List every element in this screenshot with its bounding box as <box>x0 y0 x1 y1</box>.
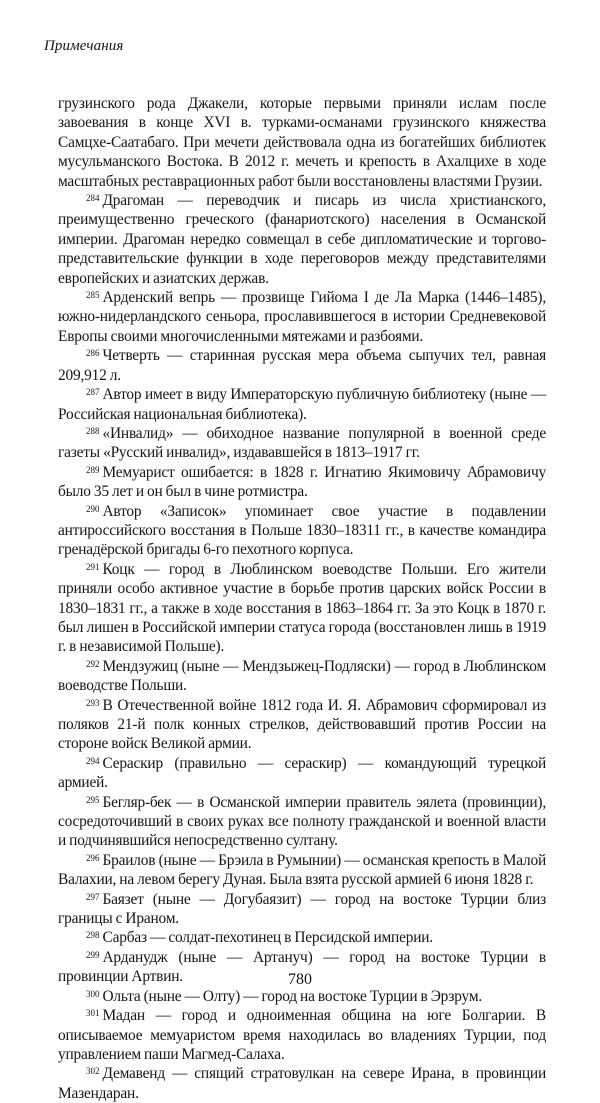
footnote-number: 290 <box>86 503 100 514</box>
footnote-number: 293 <box>86 697 100 708</box>
footnote-text: Баязет (ныне — Догубаязит) — город на востоке Турции близ границы с Ираном. <box>58 890 546 928</box>
footnote-284 <box>58 191 546 288</box>
footnote-text: Коцк — город в Люблинском воеводстве Польши. Его жители приняли особо активное участие в борьбе против царских войск России в 1830–1831 гг., а также в ходе восстания в 1863–1864 гг. За это Коцк в 1870 г. был лишен в Российской империи статуса города (восстановлен лишь в 1919 г. в независимой Польше). <box>58 560 546 656</box>
footnote-text: Мендзужиц (ныне — Мендзыжец-Подляски) — город в Люблинском воеводстве Польши. <box>58 657 546 695</box>
page-number: 780 <box>288 971 312 988</box>
footnote-number: 301 <box>86 1008 100 1019</box>
footnote-292 <box>58 657 546 696</box>
footnote-number: 299 <box>86 949 100 960</box>
footnote-number: 298 <box>86 930 100 941</box>
footnote-296 <box>58 851 546 890</box>
footnote-302 <box>58 1064 546 1103</box>
footnote-number: 289 <box>86 464 100 475</box>
footnote-294 <box>58 754 546 793</box>
footnote-text: Арданудж (ныне — Артануч) — город на востоке Турции в провинции Артвин. <box>58 948 546 986</box>
note-continuation: грузинского рода Джакели, которые первыми приняли ислам после завоевания в конце XVI в. турками-османами грузинского княжества Самцхе-Саатабаго. При мечети действовала одна из богатейших библиотек мусульманского Востока. В 2012 г. мечеть и крепость в Ахалцихе в ходе масштабных реставрационных работ были восстановлены властями Грузии. <box>58 95 546 190</box>
footnote-text: Ольта (ныне — Олту) — город на востоке Турции в Эрзрум. <box>102 987 483 1005</box>
footnote-number: 287 <box>86 387 100 398</box>
footnote-text: В Отечественной войне 1812 года И. Я. Абрамович сформировал из поляков 21-й полк конных стрелков, действовавший против России на стороне войск Великой армии. <box>58 696 546 753</box>
footnote-number: 296 <box>86 852 100 863</box>
footnote-text: Автор «Записок» упоминает свое участие в подавлении антироссийского восстания в Польше 1830–18311 гг., в качестве командира гренадёрской бригады 6-го пехотного корпуса. <box>58 502 546 559</box>
footnote-number: 302 <box>86 1066 100 1077</box>
footnote-number: 286 <box>86 348 100 359</box>
footnote-number: 291 <box>86 561 100 572</box>
footnote-285 <box>58 288 546 346</box>
footnote-300 <box>58 987 546 1006</box>
footnote-number: 297 <box>86 891 100 902</box>
footnote-text: «Инвалид» — обиходное название популярной в военной среде газеты «Русский инвалид», издававшейся в 1813–1917 гг. <box>58 424 546 462</box>
footnote-298 <box>58 928 546 947</box>
footnote-number: 292 <box>86 658 100 669</box>
footnote-287 <box>58 385 546 424</box>
footnote-number: 300 <box>86 988 100 999</box>
running-header: Примечания <box>44 38 124 54</box>
footnote-295 <box>58 793 546 851</box>
footnote-text: Браилов (ныне — Брэила в Румынии) — османская крепость в Малой Валахии, на левом берегу Дуная. Была взята русской армией 6 июня 1828 г. <box>58 851 546 889</box>
footnote-number: 284 <box>86 193 100 204</box>
notes-body <box>58 94 546 1103</box>
footnote-number: 285 <box>86 290 100 301</box>
footnote-text: Мемуарист ошибается: в 1828 г. Игнатию Якимовичу Абрамовичу было 35 лет и он был в чине ротмистра. <box>58 463 546 501</box>
footnote-text: Сераскир (правильно — сераскир) — командующий турецкой армией. <box>58 754 546 792</box>
footnote-text: Арденский вепрь — прозвище Гийома I де Ла Марка (1446–1485), южно-нидерландского сеньора, прославившегося в истории Средневековой Европы своими многочисленными мятежами и разбоями. <box>58 289 546 345</box>
footnote-286 <box>58 346 546 385</box>
footnote-291 <box>58 560 546 657</box>
footnote-301 <box>58 1006 546 1064</box>
footnote-288 <box>58 424 546 463</box>
footnote-number: 288 <box>86 425 100 436</box>
footnote-289 <box>58 463 546 502</box>
footnote-text: Драгоман — переводчик и писарь из числа христианского, преимущественно греческого (фанариотского) населения в Османской империи. Драгоман нередко совмещал в себе дипломатические и торгово-представительские функции в ходе переговоров между представителями европейских и азиатских держав. <box>58 192 546 287</box>
footnote-text: Сарбаз — солдат-пехотинец в Персидской империи. <box>102 929 433 947</box>
footnote-297 <box>58 890 546 929</box>
footnote-number: 295 <box>86 794 100 805</box>
footnote-text: Мадан — город и одноименная община на юге Болгарии. В описываемое мемуаристом время находилась во владениях Турции, под управлением паши Магмед-Салаха. <box>58 1007 546 1063</box>
footnote-text: Демавенд — спящий стратовулкан на севере Ирана, в провинции Мазендаран. <box>58 1065 546 1102</box>
footnote-text: Бегляр-бек — в Османской империи правитель эялета (провинции), сосредоточивший в своих руках все полноту гражданской и военной власти и подчинявшийся непосредственно султану. <box>58 793 546 850</box>
footnote-number: 294 <box>86 755 100 766</box>
footnote-text: Четверть — старинная русская мера объема сыпучих тел, равная 209,912 л. <box>58 347 546 384</box>
footnote-293 <box>58 696 546 754</box>
footnote-290 <box>58 502 546 560</box>
footnote-text: Автор имеет в виду Императорскую публичную библиотеку (ныне — Российская национальная библиотека). <box>58 386 546 423</box>
